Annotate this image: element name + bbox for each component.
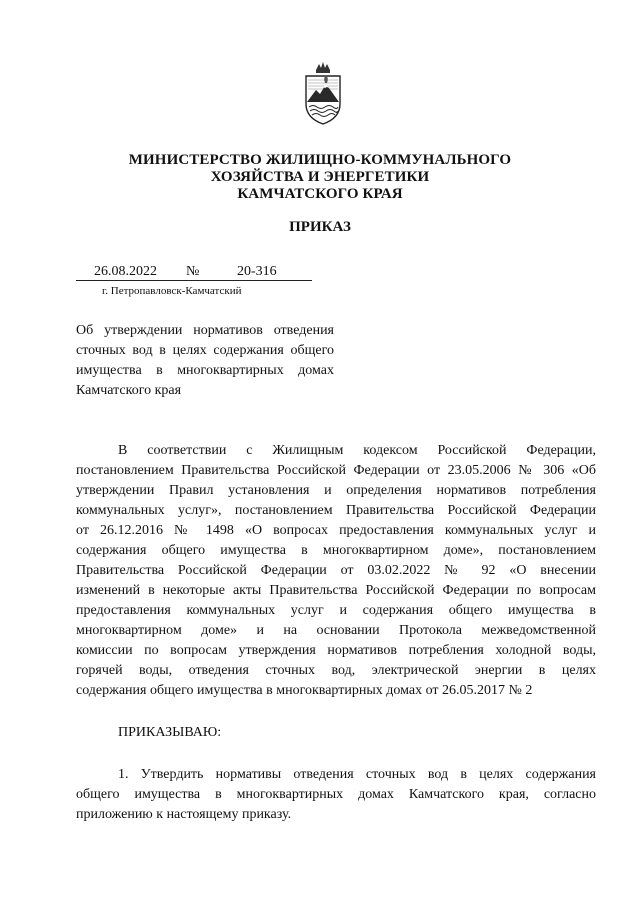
preamble-line: Правительства Российской Федерации от 03.02.2022 № 92 «О внесении (76, 563, 596, 578)
ministry-name-line: КАМЧАТСКОГО КРАЯ (237, 186, 403, 202)
document-city: г. Петропавловск-Камчатский (102, 285, 242, 297)
document-number: 20-316 (237, 264, 277, 279)
document-type-title: ПРИКАЗ (289, 219, 351, 235)
preamble-line: изменений в некоторые акты Правительства Российской Федерации по вопросам (76, 583, 596, 598)
preamble-line: содержания общего имущества в многоквартирных домах от 26.05.2017 № 2 (76, 683, 533, 698)
point-1-line: приложению к настоящему приказу. (76, 807, 292, 822)
document-subject (76, 321, 334, 401)
number-sign: № (186, 264, 200, 279)
document-date: 26.08.2022 (94, 264, 157, 279)
requisites-underline (76, 280, 312, 281)
order-word-paragraph (76, 723, 596, 743)
preamble-line: В соответствии с Жилищным кодексом Российской Федерации, (118, 443, 596, 458)
ministry-name-line: МИНИСТЕРСТВО ЖИЛИЩНО-КОММУНАЛЬНОГО (128, 152, 512, 168)
ministry-name (0, 152, 640, 203)
point-1-line: 1. Утвердить нормативы отведения сточных вод в целях содержания (118, 767, 596, 782)
ministry-name-line: ХОЗЯЙСТВА И ЭНЕРГЕТИКИ (210, 169, 430, 185)
subject-line: сточных вод в целях содержания общего (76, 343, 334, 358)
preamble-line: многоквартирном доме» и на основании Протокола межведомственной (76, 623, 596, 638)
preamble-line: комиссии по вопросам утверждения нормативов потребления холодной воды, (76, 643, 596, 658)
preamble-line: содержания общего имущества в многоквартирном доме», постановлением (76, 543, 596, 558)
order-word: ПРИКАЗЫВАЮ: (118, 725, 222, 740)
point-1-paragraph (76, 765, 596, 825)
coat-of-arms-emblem (296, 60, 350, 128)
subject-line: имущества в многоквартирных домах (76, 363, 334, 378)
preamble-line: утверждении Правил установления и определения нормативов потребления (76, 483, 596, 498)
subject-line: Об утверждении нормативов отведения (76, 323, 334, 338)
preamble-line: предоставления коммунальных услуг и содержания общего имущества в (76, 603, 596, 618)
preamble-line: постановлением Правительства Российской Федерации от 23.05.2006 № 306 «Об (76, 463, 596, 478)
subject-line: Камчатского края (76, 383, 182, 398)
point-1-line: общего имущества в многоквартирных домах Камчатского края, согласно (76, 787, 596, 802)
preamble-paragraph (76, 441, 596, 701)
requisites-line (76, 263, 312, 281)
preamble-line: от 26.12.2016 № 1498 «О вопросах предоставления коммунальных услуг и (76, 523, 596, 538)
preamble-line: коммунальных услуг», постановлением Правительства Российской Федерации (76, 503, 596, 518)
preamble-line: горячей воды, отведения сточных вод, электрической энергии в целях (76, 663, 596, 678)
